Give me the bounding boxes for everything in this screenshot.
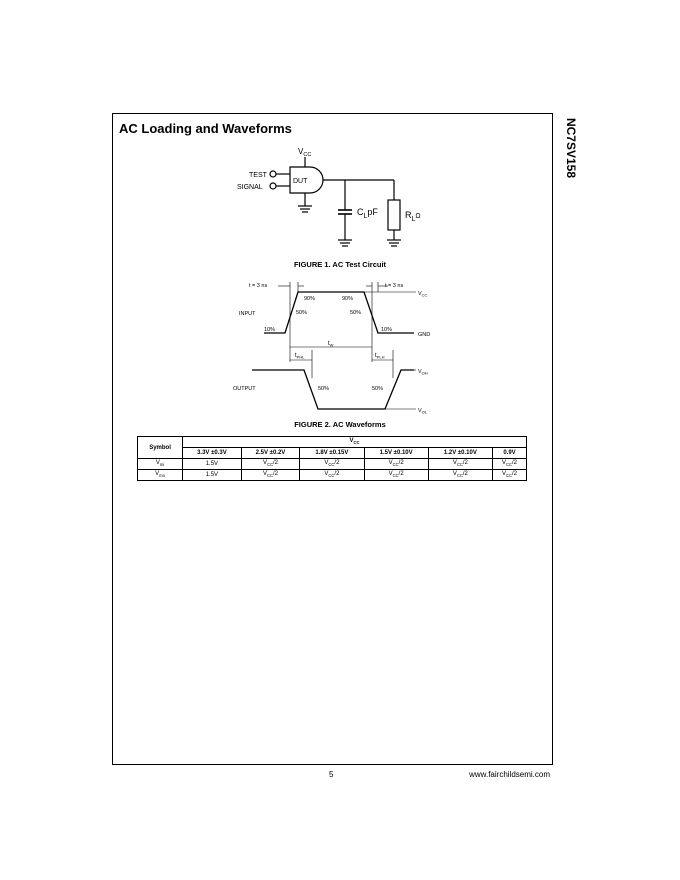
- table-row: [138, 459, 527, 470]
- voh-label: $V_{OH}$: [418, 369, 428, 376]
- input-90-fall: 90%: [342, 296, 354, 302]
- symbol-header: Symbol: [138, 437, 183, 459]
- table-cell: $V_{CC}/2$: [300, 459, 364, 470]
- figure1-caption: FIGURE 1. AC Test Circuit: [293, 260, 387, 269]
- page-number: 5: [329, 770, 334, 779]
- table-cell: $V_{CC}/2$: [300, 470, 364, 481]
- output-50-fall: 50%: [318, 386, 330, 392]
- column-header: 0.9V: [492, 448, 526, 459]
- row-symbol: $V_{mo}$: [138, 470, 183, 481]
- column-header: 1.8V ±0.15V: [300, 448, 364, 459]
- table-row: [138, 470, 527, 481]
- rl-label: $R_L^\Omega$: [405, 210, 421, 223]
- fall-time-label: t = 3 ns: [385, 283, 404, 289]
- row-symbol: $V_{mi}$: [138, 459, 183, 470]
- column-header: 2.5V ±0.2V: [241, 448, 300, 459]
- measurement-voltage-table: [137, 436, 527, 481]
- table-cell: $V_{CC}/2$: [492, 470, 526, 481]
- input-50-rise: 50%: [296, 310, 308, 316]
- table-cell: $V_{CC}/2$: [428, 459, 492, 470]
- table-cell: $V_{CC}/2$: [364, 459, 428, 470]
- table-cell: $V_{CC}/2$: [428, 470, 492, 481]
- input-50-fall: 50%: [350, 310, 362, 316]
- input-10-rise: 10%: [264, 327, 276, 333]
- dut-label: DUT: [293, 178, 308, 185]
- circuit-vcc-label: $V_{CC}$: [298, 147, 312, 158]
- figure2-caption: FIGURE 2. AC Waveforms: [294, 420, 386, 429]
- footer-url-link[interactable]: www.fairchildsemi.com: [469, 770, 550, 779]
- part-number-label: NC7SV158: [564, 117, 578, 179]
- output-50-rise: 50%: [372, 386, 384, 392]
- signal-label: SIGNAL: [237, 184, 263, 191]
- tplh-label: $t_{PLH}$: [375, 353, 385, 360]
- table-cell: 1.5V: [183, 470, 242, 481]
- cl-label: $C_LpF$: [357, 207, 378, 220]
- table-cell: $V_{CC}/2$: [241, 459, 300, 470]
- input-10-fall: 10%: [381, 327, 393, 333]
- gnd-level-label: GND: [418, 332, 431, 338]
- table-cell: $V_{CC}/2$: [492, 459, 526, 470]
- column-header: 1.2V ±0.10V: [428, 448, 492, 459]
- test-label: TEST: [249, 172, 267, 179]
- output-waveform: [252, 370, 414, 409]
- section-title: AC Loading and Waveforms: [119, 121, 292, 136]
- table-cell: $V_{CC}/2$: [241, 470, 300, 481]
- table-cell: 1.5V: [183, 459, 242, 470]
- pulse-width-label: $t_W$: [328, 341, 334, 348]
- tphl-label: $t_{PHL}$: [295, 353, 305, 360]
- input-90-rise: 90%: [304, 296, 316, 302]
- vol-label: $V_{OL}$: [418, 408, 428, 415]
- table-cell: $V_{CC}/2$: [364, 470, 428, 481]
- output-label: OUTPUT: [233, 386, 256, 392]
- rise-time-label: t = 3 ns: [249, 283, 268, 289]
- vcc-header: $V_{CC}$: [183, 437, 527, 448]
- column-header: 1.5V ±0.10V: [364, 448, 428, 459]
- vcc-level-label: $V_{CC}$: [418, 291, 428, 298]
- column-header: 3.3V ±0.3V: [183, 448, 242, 459]
- input-label: INPUT: [239, 311, 256, 317]
